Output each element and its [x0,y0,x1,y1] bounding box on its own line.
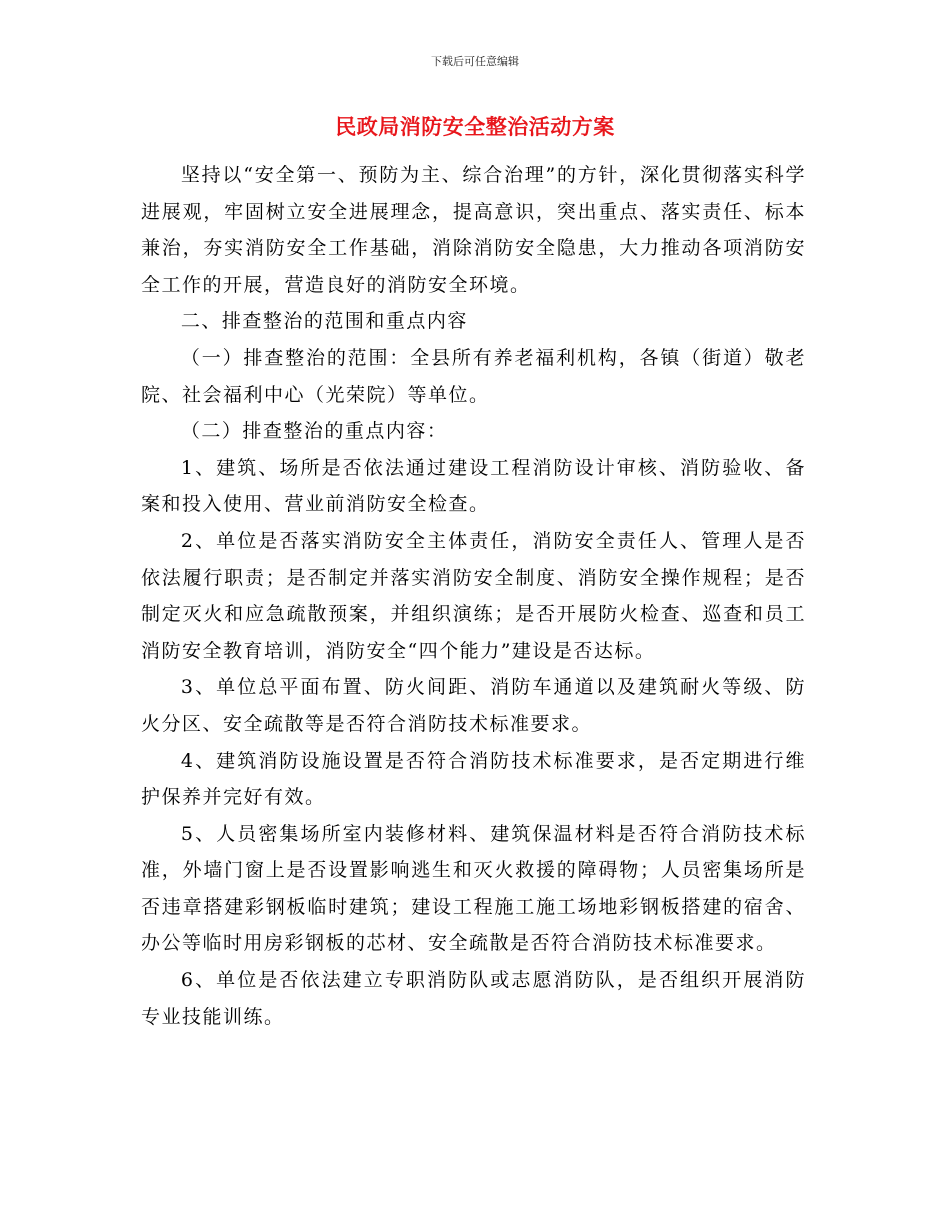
paragraph-item-2: 2、单位是否落实消防安全主体责任，消防安全责任人、管理人是否依法履行职责；是否制定并落实消防安全制度、消防安全操作规程；是否制定灭火和应急疏散预案，并组织演练；是否开展防火检查、巡查和员工消防安全教育培训，消防安全“四个能力”建设是否达标。 [141,529,806,662]
paragraph-item-3: 3、单位总平面布置、防火间距、消防车通道以及建筑耐火等级、防火分区、安全疏散等是否符合消防技术标准要求。 [141,676,806,735]
section-heading: 二、排查整治的范围和重点内容 [180,310,468,333]
document-title: 民政局消防安全整治活动方案 [335,114,615,139]
paragraph-intro: 坚持以“安全第一、预防为主、综合治理”的方针，深化贯彻落实科学进展观，牢固树立安全进展理念，提高意识，突出重点、落实责任、标本兼治，夯实消防安全工作基础，消除消防安全隐患，大力推动各项消防安全工作的开展，营造良好的消防安全环境。 [141,164,806,296]
page-header: 下载后可任意编辑 [431,55,519,68]
paragraph-key-content-heading: （二）排查整治的重点内容： [180,420,448,443]
paragraph-scope: （一）排查整治的范围：全县所有养老福利机构，各镇（街道）敬老院、社会福利中心（光荣院）等单位。 [141,346,806,406]
paragraph-item-4: 4、建筑消防设施设置是否符合消防技术标准要求，是否定期进行维护保养并完好有效。 [141,749,806,809]
paragraph-item-5: 5、人员密集场所室内装修材料、建筑保温材料是否符合消防技术标准，外墙门窗上是否设置影响逃生和灭火救援的障碍物；人员密集场所是否违章搭建彩钢板临时建筑；建设工程施工施工场地彩钢板搭建的宿舍、办公等临时用房彩钢板的芯材、安全疏散是否符合消防技术标准要求。 [141,822,806,955]
document-body [141,157,806,1035]
paragraph-item-6: 6、单位是否依法建立专职消防队或志愿消防队，是否组织开展消防专业技能训练。 [141,969,806,1028]
paragraph-item-1: 1、建筑、场所是否依法通过建设工程消防设计审核、消防验收、备案和投入使用、营业前消防安全检查。 [141,456,806,516]
